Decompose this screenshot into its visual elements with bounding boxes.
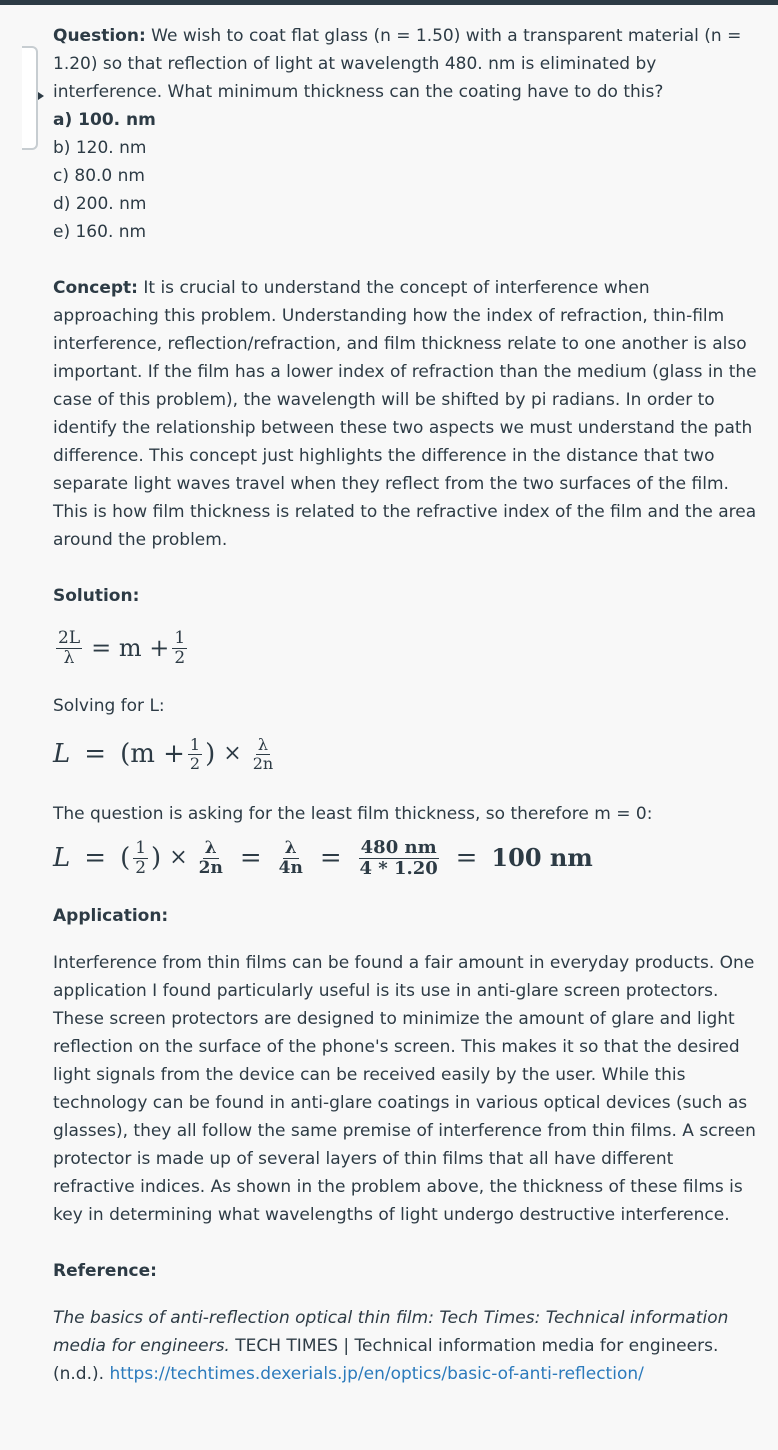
- reference-link[interactable]: https://techtimes.dexerials.jp/en/optics/basic-of-anti-reflection/: [109, 1364, 644, 1384]
- concept-text: It is crucial to understand the concept of interference when approaching this problem. Understanding how the index of refraction, thin-film interference, reflection/refraction, and film thickness relate to one another is also important. If the film has a lower index of refraction than the medium (glass in the case of this problem), the wavelength will be shifted by pi radians. In order to identify the relationship between these two aspects we must understand the path difference. This concept just highlights the difference in the distance that two separate light waves travel when they reflect from the two surfaces of the film. This is how film thickness is related to the refractive index of the film and the area around the problem.: [53, 278, 757, 550]
- eq3-half: [133, 839, 148, 877]
- eq1-half-num: 1: [174, 627, 186, 648]
- question-text: We wish to coat flat glass (n = 1.50) with a transparent material (n = 1.20) so that reflection of light at wavelength 480. nm is eliminated by interference. What minimum thickness can the coating have to do this?: [53, 26, 742, 102]
- option-b: b) 120. nm: [53, 138, 147, 158]
- eq3-val-num: 480 nm: [360, 836, 437, 858]
- answer-content: [53, 22, 758, 1388]
- eq2-half-den: 2: [189, 753, 201, 773]
- question-label: Question:: [53, 26, 146, 46]
- application-label: Application:: [53, 906, 169, 926]
- eq3-equals-1: =: [84, 843, 107, 873]
- eq3-lambda-1: λ: [204, 837, 217, 858]
- eq3-times: ×: [169, 845, 188, 870]
- eq2-equals: =: [84, 739, 107, 769]
- concept-block: [53, 274, 758, 554]
- eq3-lambda-4n: [279, 839, 303, 877]
- eq1-fraction: [56, 629, 82, 667]
- equation-1: [53, 618, 758, 678]
- eq3-value-frac: [359, 838, 439, 879]
- eq3-half-num: 1: [135, 837, 147, 858]
- options-list: [53, 106, 758, 246]
- option-a: a) 100. nm: [53, 110, 156, 130]
- option-c: c) 80.0 nm: [53, 166, 145, 186]
- eq3-2n: 2n: [198, 857, 223, 878]
- eq3-half-den: 2: [135, 857, 147, 878]
- equation-3: [53, 828, 758, 888]
- eq1-num: 2L: [58, 627, 81, 648]
- eq2-half: [188, 736, 202, 772]
- option-d: d) 200. nm: [53, 194, 147, 214]
- eq2-lambda: λ: [257, 734, 269, 754]
- eq2-2n: 2n: [252, 753, 274, 773]
- eq2-paren-open: (m +: [120, 739, 185, 769]
- solution-label: Solution:: [53, 586, 140, 606]
- question-block: [53, 22, 758, 106]
- expand-arrow-icon[interactable]: [38, 92, 44, 100]
- eq3-val-den: 4 * 1.20: [359, 857, 438, 879]
- eq3-lhs: L: [53, 843, 71, 873]
- solving-text: Solving for L:: [53, 696, 165, 716]
- application-text: Interference from thin films can be found a fair amount in everyday products. One application I found particularly useful is its use in anti-glare screen protectors. These screen protectors are designed to minimize the amount of glare and light reflection on the surface of the phone's screen. This makes it so that the desired light signals from the device can be received easily by the user. While this technology can be found in anti-glare coatings in various optical devices (such as glasses), they all follow the same premise of interference from thin films. A screen protector is made up of several layers of thin films that all have different refractive indices. As shown in the problem above, the thickness of these films is key in determining what wavelengths of light undergo destructive interference.: [53, 953, 756, 1225]
- eq3-4n: 4n: [278, 857, 303, 878]
- eq3-paren-open: (: [120, 843, 131, 873]
- eq1-half: [172, 629, 187, 667]
- eq3-result: 100 nm: [491, 843, 593, 872]
- reference-rest: TECH TIMES | Technical information media for engineers. (n.d.).: [53, 1336, 719, 1384]
- option-e: e) 160. nm: [53, 222, 147, 242]
- eq3-paren-close: ): [151, 843, 162, 873]
- concept-label: Concept:: [53, 278, 138, 298]
- sidebar-toggle[interactable]: [22, 46, 38, 150]
- eq3-equals-2: =: [239, 843, 262, 873]
- reference-title: The basics of anti-reflection optical thin film: Tech Times: Technical information media for engineers.: [53, 1308, 729, 1356]
- eq2-lhs: L: [53, 739, 71, 769]
- reference-citation: [53, 1304, 758, 1388]
- reference-label: Reference:: [53, 1261, 157, 1281]
- eq3-equals-3: =: [319, 843, 342, 873]
- eq2-half-num: 1: [189, 734, 201, 754]
- eq3-lambda-2n: [199, 839, 223, 877]
- eq2-paren-close: ): [205, 739, 216, 769]
- eq2-times: ×: [223, 741, 242, 766]
- top-border: [0, 0, 778, 5]
- eq2-lambda-frac: [253, 736, 273, 772]
- eq1-half-den: 2: [174, 647, 186, 668]
- equation-2: [53, 724, 758, 784]
- eq1-den: λ: [63, 647, 75, 668]
- eq1-rhs: = m +: [91, 634, 170, 662]
- least-text: The question is asking for the least film thickness, so therefore m = 0:: [53, 804, 653, 824]
- eq3-lambda-2: λ: [284, 837, 297, 858]
- eq3-equals-4: =: [455, 843, 478, 873]
